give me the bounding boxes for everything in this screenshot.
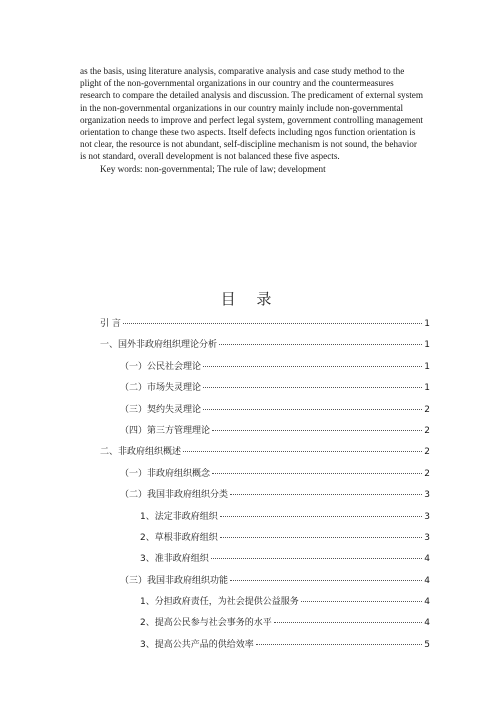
toc-entry-label: 3、准非政府组织 — [140, 554, 209, 565]
toc-leader-dots — [203, 386, 422, 388]
toc-entry[interactable] — [100, 592, 430, 613]
toc-leader-dots — [219, 343, 422, 345]
toc-entry-label: （一）非政府组织概念 — [120, 468, 211, 479]
toc-entry-page: 1 — [424, 340, 430, 351]
toc-entry-page: 1 — [424, 383, 430, 394]
toc-entry-label: 1、分担政府责任，为社会提供公益服务 — [140, 597, 299, 608]
toc-leader-dots — [212, 429, 422, 431]
toc-entry-page: 5 — [424, 639, 430, 650]
toc-entry[interactable] — [100, 357, 430, 378]
toc-entry[interactable] — [100, 528, 430, 549]
toc-leader-dots — [211, 557, 423, 559]
toc-leader-dots — [203, 365, 422, 367]
toc-entry-page: 3 — [424, 511, 430, 522]
table-of-contents — [100, 314, 430, 656]
toc-entry-page: 3 — [424, 532, 430, 543]
toc-entry-page: 2 — [424, 404, 430, 415]
toc-entry-page: 2 — [424, 447, 430, 458]
toc-entry[interactable] — [100, 378, 430, 399]
toc-entry-label: 1、法定非政府组织 — [140, 511, 218, 522]
toc-entry-page: 1 — [424, 319, 430, 329]
toc-entry[interactable] — [100, 442, 430, 463]
toc-entry[interactable] — [100, 635, 430, 656]
toc-entry-label: （一）公民社会理论 — [120, 361, 202, 372]
toc-entry-page: 1 — [424, 361, 430, 372]
toc-entry-page: 4 — [424, 618, 430, 629]
toc-entry-label: 引 言 — [100, 319, 121, 329]
toc-entry[interactable] — [100, 485, 430, 506]
toc-entry[interactable] — [100, 549, 430, 570]
toc-entry-label: 二、非政府组织概述 — [100, 447, 182, 458]
toc-entry[interactable] — [100, 335, 430, 356]
toc-entry-label: 2、草根非政府组织 — [140, 532, 218, 543]
toc-title: 目 录 — [220, 290, 280, 308]
toc-entry-label: （二）市场失灵理论 — [120, 383, 202, 394]
abstract-keywords: Key words: non-governmental; The rule of law; development — [100, 163, 326, 174]
toc-entry-label: （三）契约失灵理论 — [120, 404, 202, 415]
toc-entry-page: 4 — [424, 575, 430, 586]
toc-entry-label: 一、国外非政府组织理论分析 — [100, 340, 218, 351]
toc-entry-page: 2 — [424, 468, 430, 479]
toc-leader-dots — [203, 408, 422, 410]
toc-entry-page: 4 — [424, 597, 430, 608]
toc-leader-dots — [123, 322, 422, 324]
toc-entry[interactable] — [100, 314, 430, 335]
toc-leader-dots — [220, 536, 423, 538]
abstract-body: as the basis, using literature analysis, comparative analysis and case study method to the plight of the non-governmental organizations in our country and the countermeasures research to compare the detailed analysis and discussion. The predicament of external system in the non-governmental organizations in our country mainly include non-governmental organization needs to improve and perfect legal system, government controlling management orientation to change these two aspects. Itself defects including ngos function orientation is not clear, the resource is not abundant, self-discipline mechanism is not sound, the behavior is not standard, overall development is not balanced these five aspects. — [80, 66, 423, 162]
toc-leader-dots — [256, 643, 423, 645]
toc-entry-label: 3、提高公共产品的供给效率 — [140, 639, 254, 650]
toc-entry[interactable] — [100, 571, 430, 592]
toc-entry[interactable] — [100, 421, 430, 442]
toc-leader-dots — [301, 600, 423, 602]
toc-entry[interactable] — [100, 613, 430, 634]
toc-entry[interactable] — [100, 507, 430, 528]
toc-leader-dots — [212, 472, 422, 474]
toc-leader-dots — [183, 450, 422, 452]
toc-leader-dots — [274, 621, 423, 623]
toc-entry-label: （三）我国非政府组织功能 — [120, 575, 229, 586]
english-abstract — [80, 65, 425, 175]
toc-leader-dots — [230, 579, 422, 581]
toc-leader-dots — [220, 515, 423, 517]
toc-entry-page: 2 — [424, 425, 430, 436]
toc-entry-label: （二）我国非政府组织分类 — [120, 490, 229, 501]
toc-entry-page: 4 — [424, 554, 430, 565]
toc-entry[interactable] — [100, 464, 430, 485]
toc-entry-label: 2、提高公民参与社会事务的水平 — [140, 618, 272, 629]
toc-entry-page: 3 — [424, 490, 430, 501]
toc-entry-label: （四）第三方管理理论 — [120, 425, 211, 436]
toc-leader-dots — [230, 493, 422, 495]
toc-entry[interactable] — [100, 400, 430, 421]
